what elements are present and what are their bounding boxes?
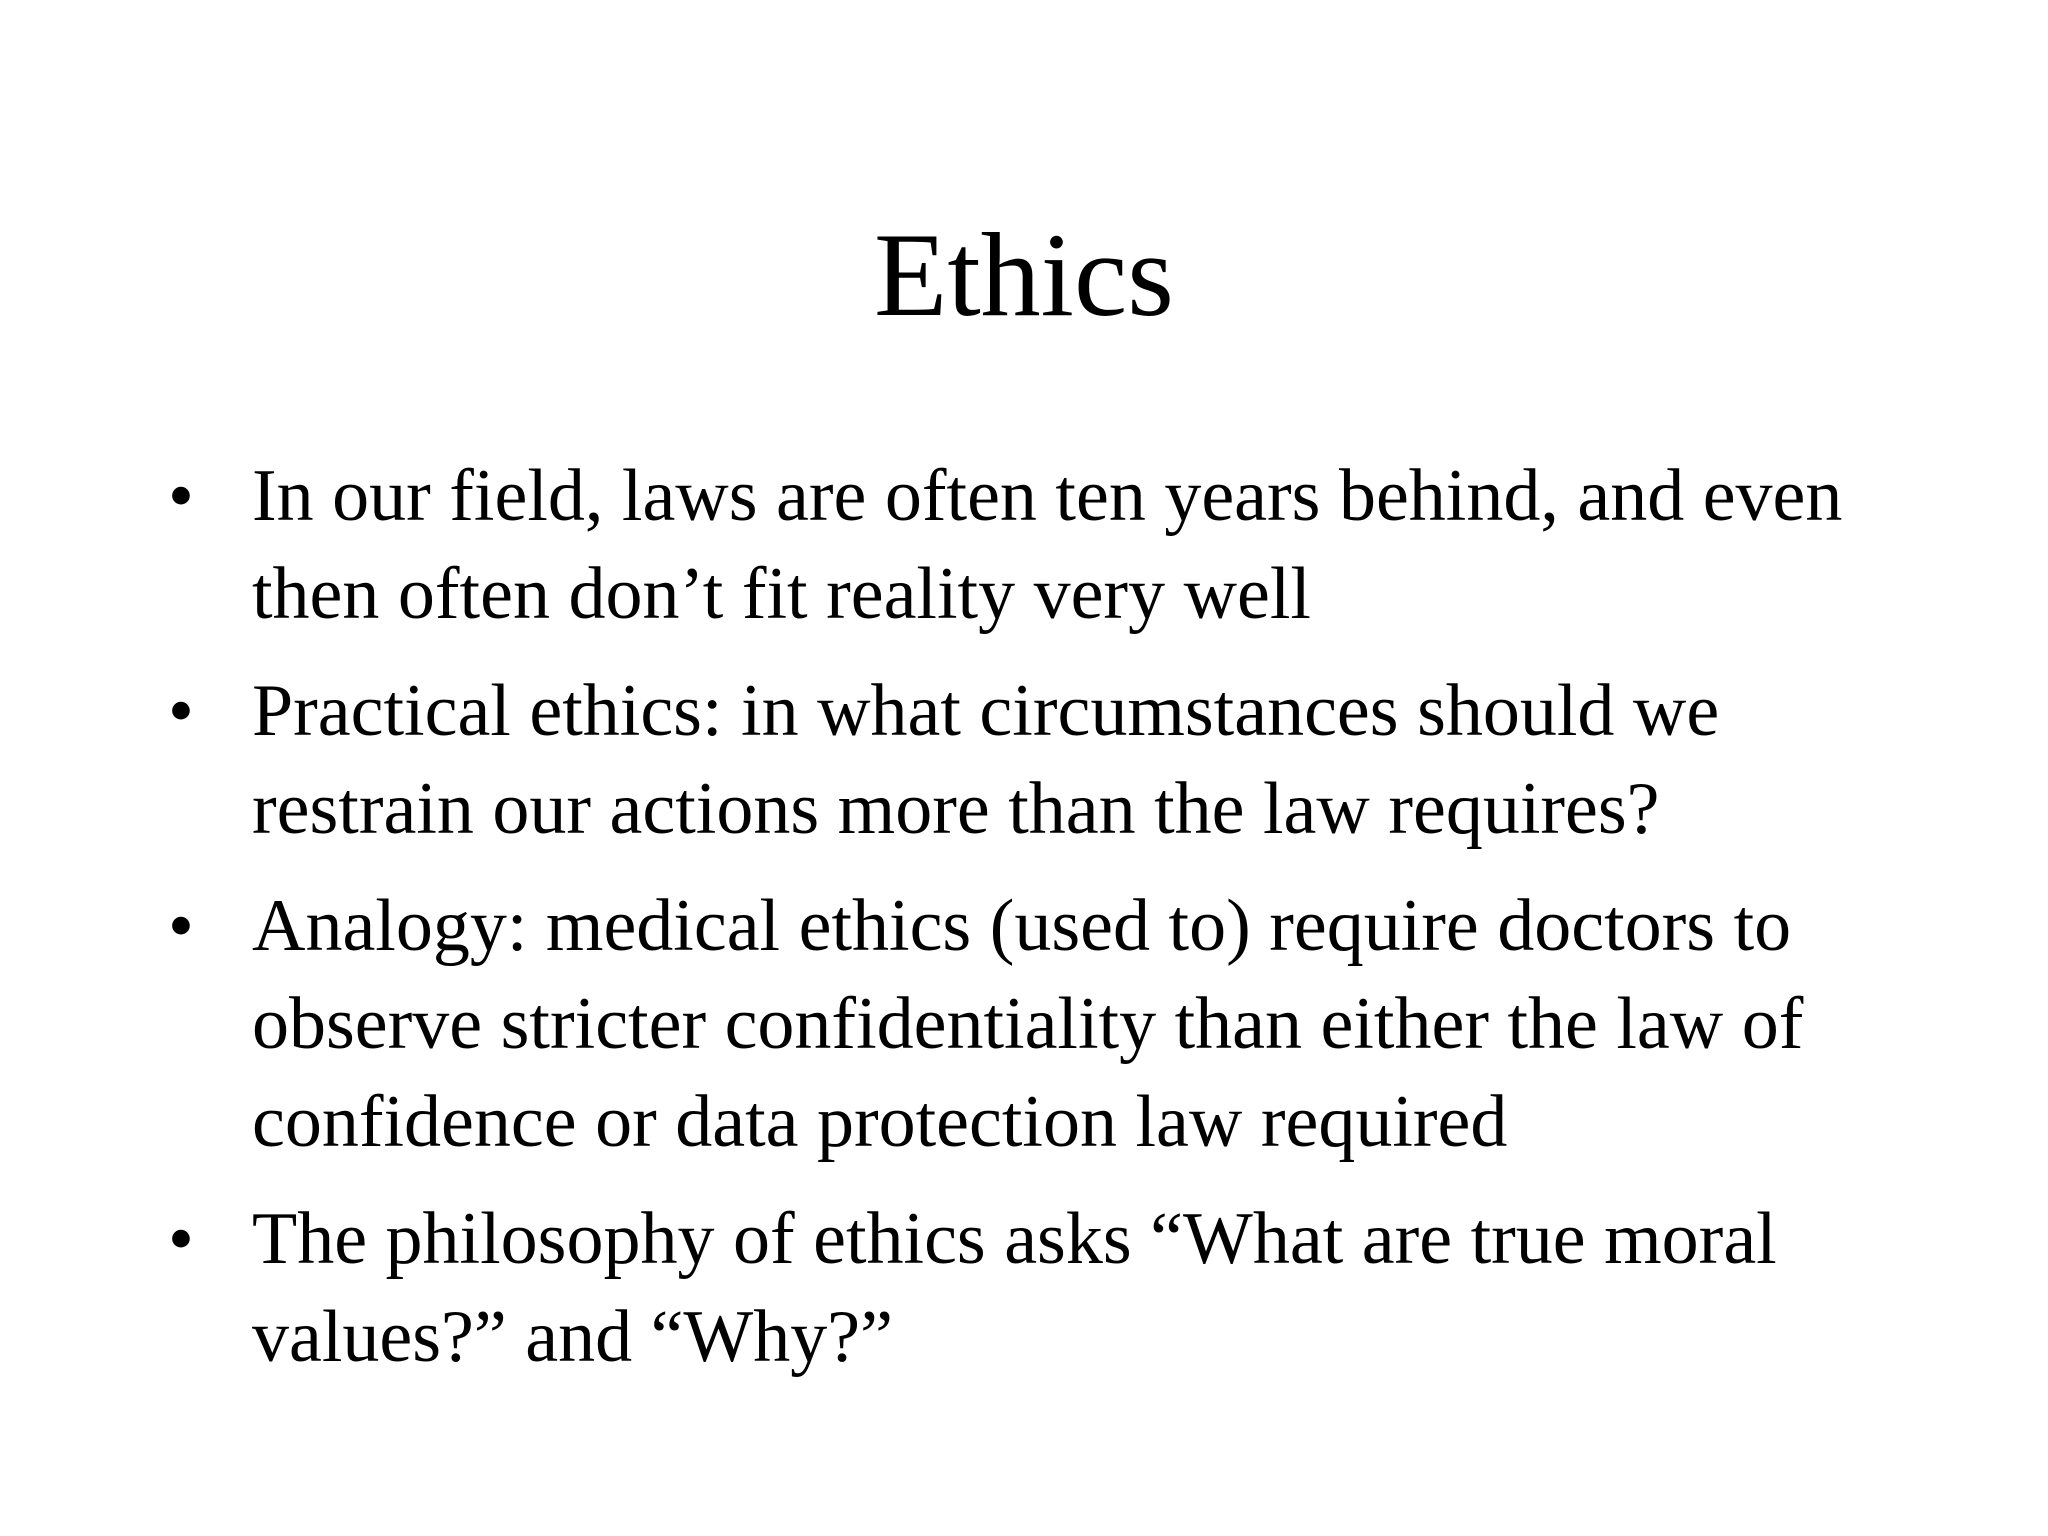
bullet-item — [168, 877, 1928, 1171]
bullet-icon: • — [168, 670, 194, 752]
bullet-icon: • — [168, 1198, 194, 1280]
bullet-text: Analogy: medical ethics (used to) require doctors to observe stricter confidentiality than either the law of confidence or data protection law required — [252, 885, 1804, 1163]
slide-title: Ethics — [874, 208, 1174, 341]
bullet-item — [168, 662, 1928, 858]
bullet-item — [168, 1190, 1928, 1386]
bullet-icon: • — [168, 455, 194, 537]
bullet-text: The philosophy of ethics asks “What are true moral values?” and “Why?” — [252, 1198, 1777, 1378]
bullet-text: In our field, laws are often ten years behind, and even then often don’t fit reality very well — [252, 455, 1843, 635]
bullet-list — [168, 447, 1928, 1405]
bullet-item — [168, 447, 1928, 643]
bullet-text: Practical ethics: in what circumstances should we restrain our actions more than the law requires? — [252, 670, 1720, 850]
bullet-icon: • — [168, 885, 194, 967]
